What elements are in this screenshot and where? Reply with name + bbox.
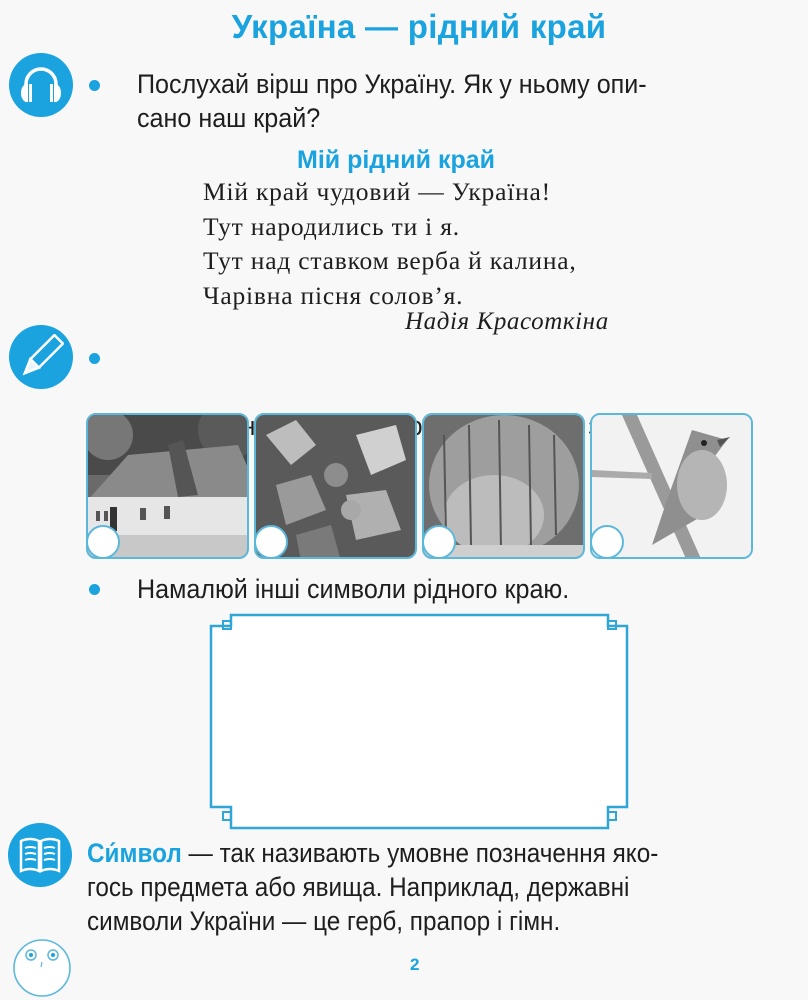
picture-checkbox[interactable] <box>86 525 120 559</box>
picture-willow <box>422 413 585 559</box>
definition-text <box>87 836 658 938</box>
definition-line-1 <box>87 836 658 870</box>
owl-face-icon <box>11 935 73 997</box>
picture-checkbox[interactable] <box>254 525 288 559</box>
definition-line-2: гось предмета або явища. Наприклад, державні <box>87 872 630 902</box>
poem-line: Мій край чудовий — Україна! <box>203 177 551 206</box>
picture-checkbox[interactable] <box>590 525 624 559</box>
bullet-marker <box>89 353 100 364</box>
task-3-text: Намалюй інші символи рідного краю. <box>137 574 570 604</box>
definition-term: Си́мвол <box>87 838 182 868</box>
poem-body <box>203 175 577 313</box>
task-1-text <box>137 67 751 135</box>
bullet-marker <box>89 584 100 595</box>
picture-viburnum <box>254 413 417 559</box>
headphones-icon <box>9 53 73 117</box>
poem-line: Тут над ставком верба й калина, <box>203 246 577 275</box>
poem-line: Тут народились ти і я. <box>203 211 460 241</box>
pencil-icon <box>9 325 73 389</box>
task-1-line-2: сано наш край? <box>137 103 321 133</box>
page-number: 2 <box>410 955 420 974</box>
poem-title: Мій рідний край <box>297 146 496 174</box>
picture-checkbox[interactable] <box>422 525 456 559</box>
poem-line: Чарівна пісня солов’я. <box>203 280 464 310</box>
task-1-line-1: Послухай вірш про Україну. Як у ньому опи- <box>137 69 647 99</box>
poem-author: Надія Красоткіна <box>405 308 609 335</box>
definition-line-3: символи України — це герб, прапор і гімн. <box>87 906 561 936</box>
bullet-marker <box>89 80 100 91</box>
page-title: Україна — рідний край <box>231 8 607 45</box>
open-book-icon <box>8 823 72 887</box>
picture-cottage <box>86 413 249 559</box>
drawing-frame[interactable] <box>205 608 635 834</box>
picture-nightingale <box>590 413 753 559</box>
definition-line-1-rest: — так називають умовне позначення яко- <box>181 838 659 868</box>
